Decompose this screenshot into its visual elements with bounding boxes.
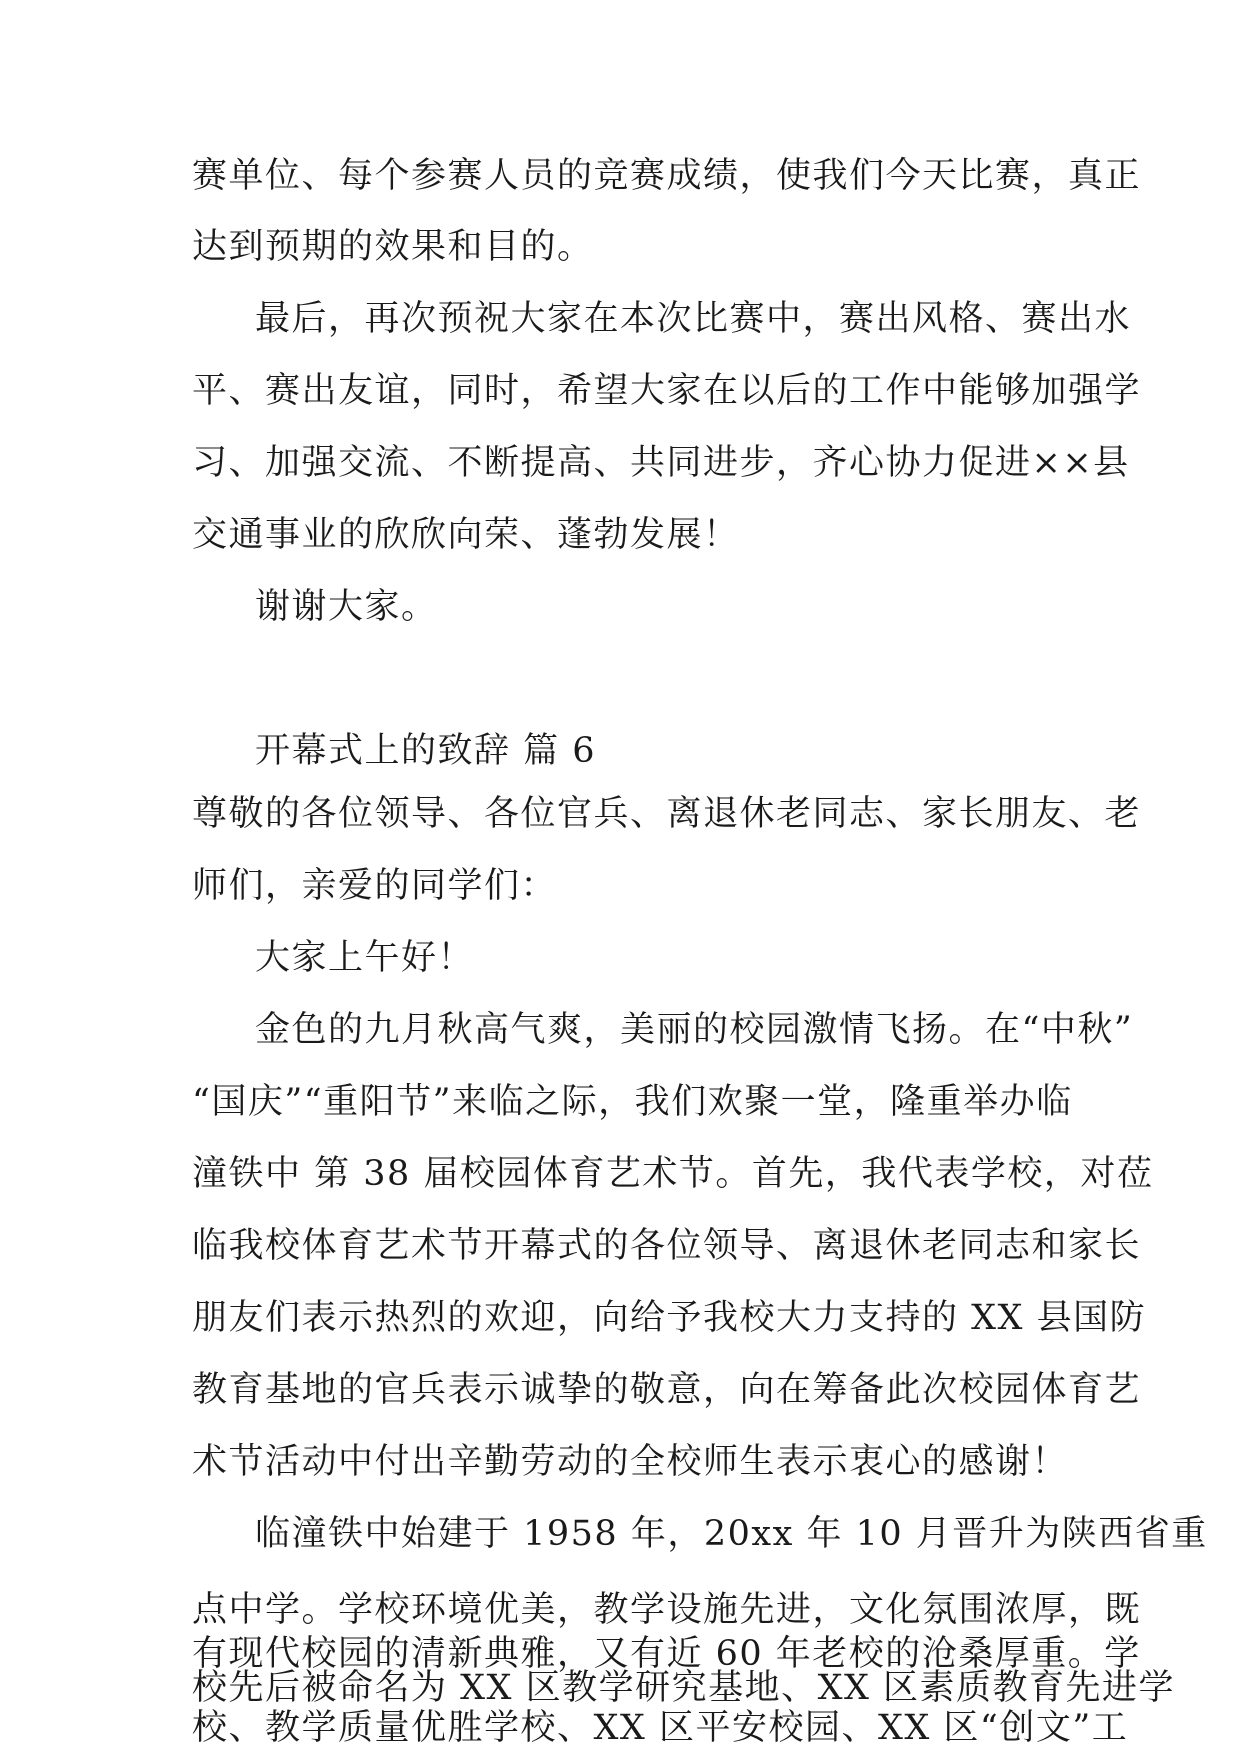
- text-line: 金色的九月秋高气爽，美丽的校园激情飞扬。在“中秋”: [255, 1010, 1134, 1050]
- text-line: 谢谢大家。: [255, 587, 438, 627]
- salutation-line: 尊敬的各位领导、各位官兵、离退休老同志、家长朋友、老: [192, 794, 1142, 834]
- text-line: 教育基地的官兵表示诚挚的敬意，向在筹备此次校园体育艺: [192, 1370, 1142, 1410]
- text-line: 临我校体育艺术节开幕式的各位领导、离退休老同志和家长: [192, 1226, 1142, 1266]
- text-line: 达到预期的效果和目的。: [192, 227, 594, 267]
- text-line: 术节活动中付出辛勤劳动的全校师生表示衷心的感谢！: [192, 1442, 1069, 1482]
- text-line: 平、赛出友谊，同时，希望大家在以后的工作中能够加强学: [192, 371, 1142, 411]
- text-line: 有现代校园的清新典雅，又有近 60 年老校的沧桑厚重。学: [192, 1634, 1141, 1674]
- text-line: “国庆”“重阳节”来临之际，我们欢聚一堂，隆重举办临: [192, 1082, 1073, 1122]
- text-line: 交通事业的欣欣向荣、蓬勃发展！: [192, 515, 740, 555]
- greeting-line: 大家上午好！: [255, 938, 475, 978]
- text-line: 潼铁中 第 38 届校园体育艺术节。首先，我代表学校，对莅: [192, 1154, 1154, 1194]
- section-heading: 开幕式上的致辞 篇 6: [255, 731, 597, 771]
- text-line: 临潼铁中始建于 1958 年，20xx 年 10 月晋升为陕西省重: [255, 1514, 1208, 1554]
- text-line: 最后，再次预祝大家在本次比赛中，赛出风格、赛出水: [255, 299, 1132, 339]
- text-line: 校、教学质量优胜学校、XX 区平安校园、XX 区“创文”工: [192, 1708, 1129, 1748]
- salutation-line: 师们，亲爱的同学们：: [192, 866, 558, 906]
- text-line: 朋友们表示热烈的欢迎，向给予我校大力支持的 XX 县国防: [192, 1298, 1147, 1338]
- text-line: 习、加强交流、不断提高、共同进步，齐心协力促进××县: [192, 443, 1130, 483]
- text-line: 赛单位、每个参赛人员的竞赛成绩，使我们今天比赛，真正: [192, 156, 1142, 196]
- text-line: 校先后被命名为 XX 区教学研究基地、XX 区素质教育先进学: [192, 1668, 1176, 1708]
- text-line: 点中学。学校环境优美，教学设施先进，文化氛围浓厚，既: [192, 1590, 1142, 1630]
